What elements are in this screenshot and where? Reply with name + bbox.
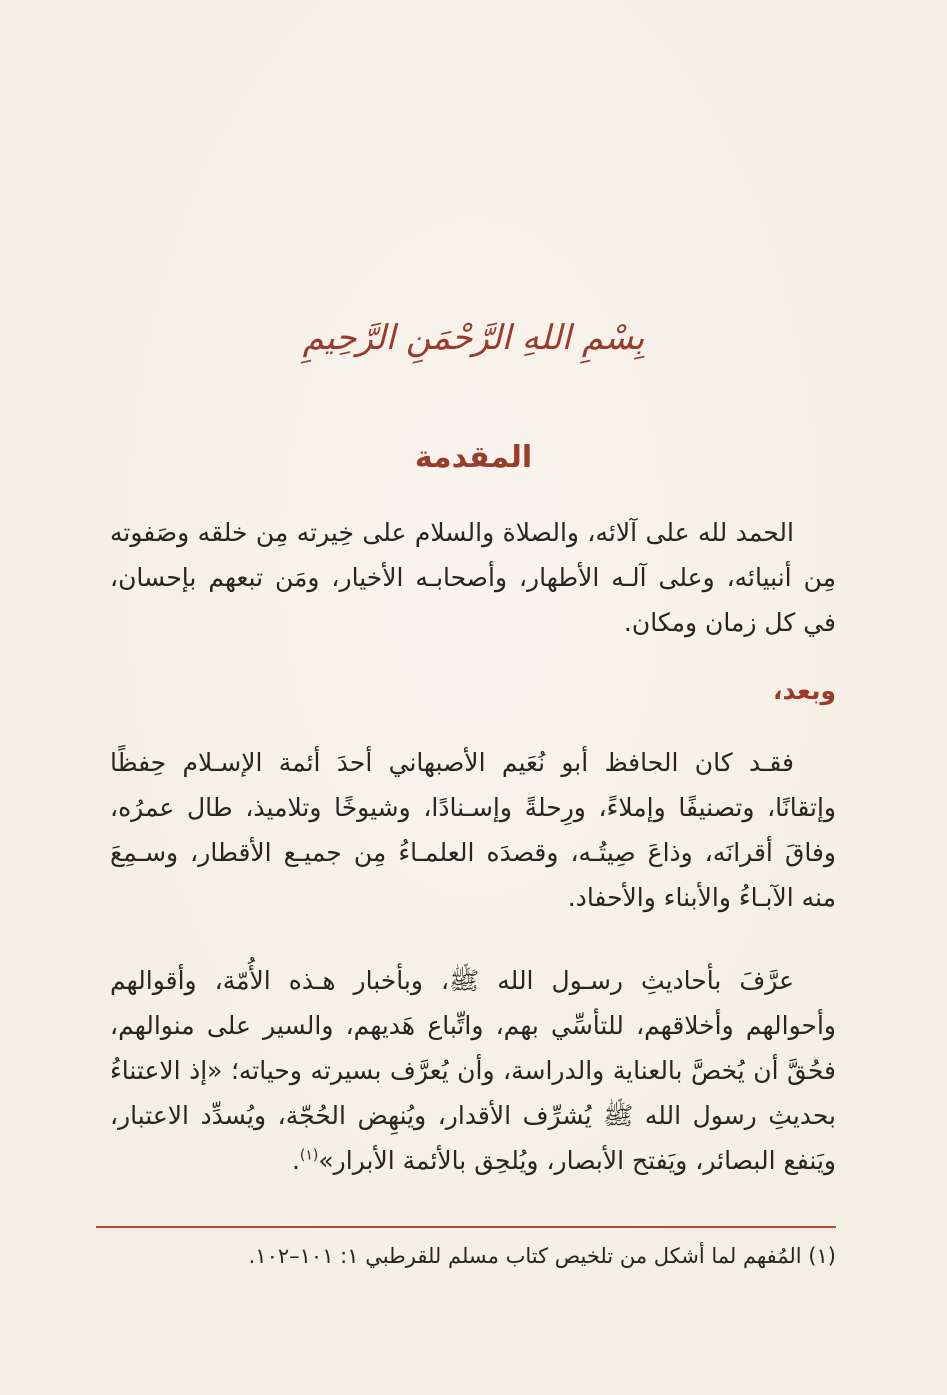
paragraph-opening: الحمد لله على آلائه، والصلاة والسلام على خِيرته مِن خلقه وصَفوته مِن أنبيائه، وعلى آلـه الأطهار، وأصحابـه الأخيار، ومَن تبعهم بإحسان، في كل زمان ومكان. [110,518,836,637]
section-heading: المقدمة [414,440,533,475]
basmala-calligraphy: بِسْمِ اللهِ الرَّحْمَنِ الرَّحِيمِ [302,318,645,358]
transition-word: وبعد، [773,676,836,705]
footnote-marker: (١) [299,1147,319,1164]
paragraph-hadith-end: . [291,1146,300,1175]
paragraph-abu-nuaym: فقـد كان الحافظ أبو نُعَيم الأصبهاني أحدَ أئمة الإسـلام حِفظًا وإتقانًا، وتصنيفًا وإملاءً، ورِحلةً وإسـنادًا، وشيوخًا وتلاميذ، طال عمرُه، وفاقَ أقرانَه، وذاعَ صِيتُـه، وقصدَه العلمـاءُ مِن جميـع الأقطار، وسـمِعَ منه الآبـاءُ والأبناء والأحفاد. [110,748,836,912]
paragraph-hadith-text: عرَّفَ بأحاديثِ رسـول الله ﷺ، وبأخبار هـذه الأُمّة، وأقوالهم وأحوالهم وأخلاقهم، للتأسِّي بهم، واتِّباع هَديهم، والسير على منوالهم، فحُقَّ أن يُخصَّ بالعناية والدراسة، وأن يُعرَّف بسيرته وحياته؛ «إذ الاعتناءُ بحديثِ رسول الله ﷺ يُشرِّف الأقدار، ويُنهِض الحُجّة، ويُسدِّد الاعتبار، ويَنفع البصائر، ويَفتح الأبصار، ويُلحِق بالأئمة الأبرار» [110,966,836,1175]
paragraph-hadith [110,958,836,1183]
footnote-text: (١) المُفهم لما أشكل من تلخيص كتاب مسلم للقرطبي ١: ١٠١–١٠٢. [248,1244,836,1268]
footnote-divider [96,1226,836,1228]
